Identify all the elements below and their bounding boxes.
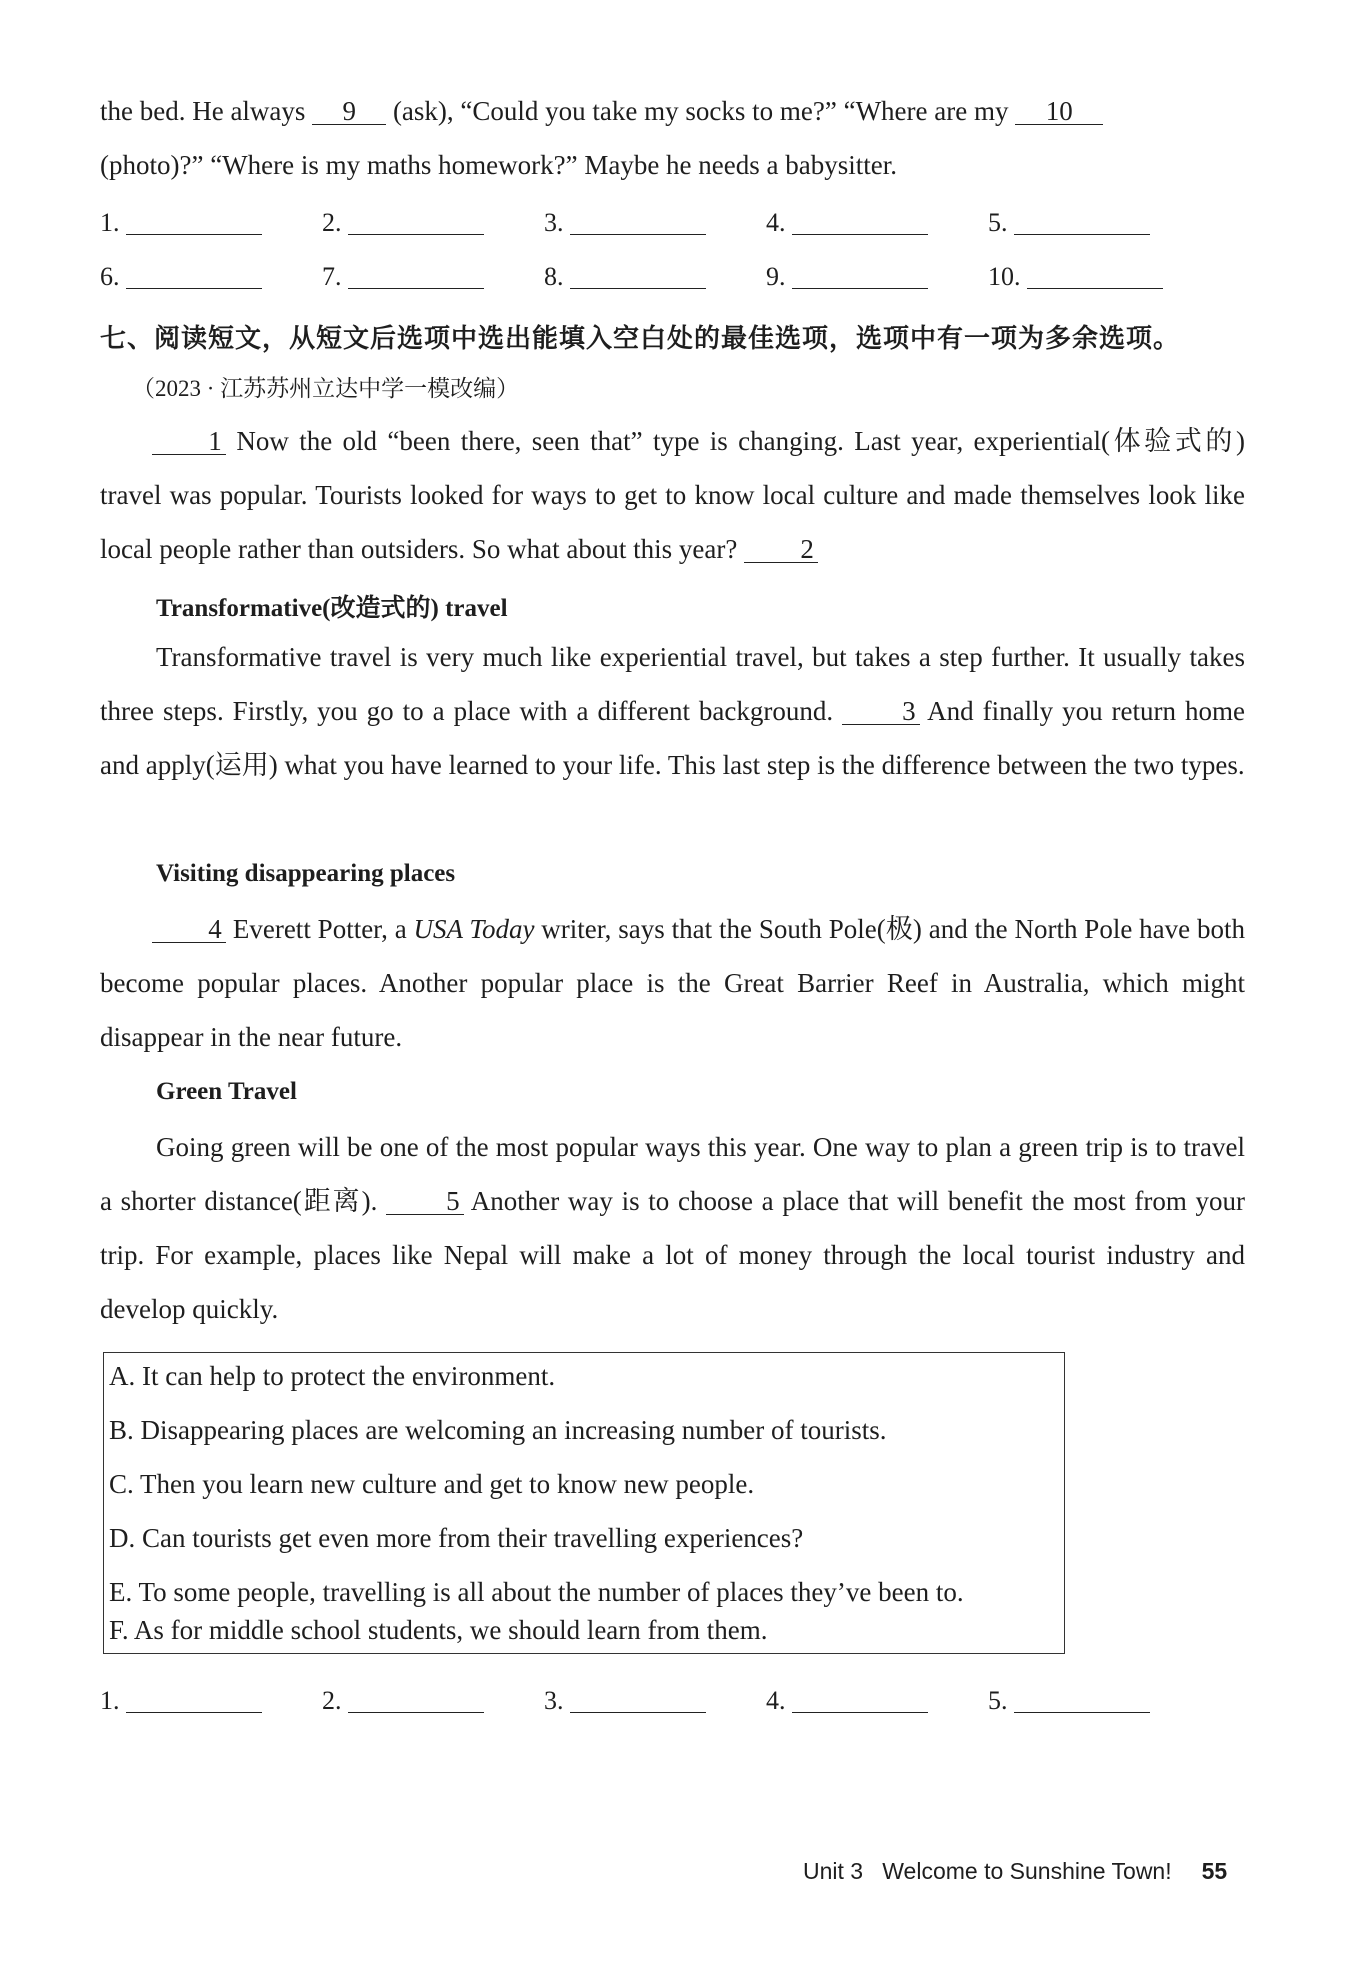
blank-5: 5 [386,1188,464,1215]
answer-number: 1. [100,1686,120,1715]
answer-row [100,1686,1210,1716]
text-fragment: the bed. He always [100,96,306,126]
answer-number: 2. [322,1686,342,1715]
answer-line [792,288,928,289]
answer-line [126,234,262,235]
paragraph-4 [100,1120,1245,1336]
paragraph-text: Everett Potter, a [232,914,407,944]
paragraph-1 [100,414,1245,576]
text-line: (photo)?” “Where is my maths homework?” Maybe he needs a babysitter. [100,150,897,180]
blank-9: 9 [312,98,386,125]
paragraph-3 [100,902,1245,1064]
subheading-transformative: Transformative(改造式的) travel [156,595,508,622]
answer-slot[interactable] [544,262,766,292]
section-heading: 七、阅读短文，从短文后选项中选出能填入空白处的最佳选项，选项中有一项为多余选项。 [100,324,1181,354]
answer-line [792,234,928,235]
answer-slot[interactable] [988,262,1210,292]
publication-name: USA Today [413,914,535,944]
answer-line [126,288,262,289]
answer-slot[interactable] [988,1686,1210,1716]
option-f: F. As for middle school students, we should learn from them. [109,1615,768,1645]
blank-3: 3 [842,698,920,725]
answer-line [348,1712,484,1713]
answer-number: 3. [544,1686,564,1715]
paragraph-text: Another way is to choose a place that will benefit the most from your trip. For example, places like Nepal will make a lot of money through the local tourist industry and develop quickly. [100,1186,1246,1324]
answer-number: 4. [766,208,786,237]
answer-number: 5. [988,1686,1008,1715]
answer-line [1027,288,1163,289]
answer-line [126,1712,262,1713]
answer-slot[interactable] [766,262,988,292]
answer-slot[interactable] [100,1686,322,1716]
answer-line [570,1712,706,1713]
subheading-green: Green Travel [156,1078,297,1105]
answer-line [1014,234,1150,235]
answer-number: 10. [988,262,1021,291]
text-line [100,96,1245,127]
answer-line [1014,1712,1150,1713]
answer-row [100,262,1210,292]
paragraph-text: Going green will be one of the most popular ways this year. One way to plan a green trip is to travel a shorter distance(距离). [100,1132,1245,1216]
options-box [103,1352,1065,1654]
blank-2: 2 [744,536,818,563]
paragraph-text: Transformative travel is very much like experiential travel, but takes a step further. It usually takes three steps. Firstly, you go to a place with a different background. [100,642,1245,726]
blank-1: 1 [152,428,226,455]
answer-slot[interactable] [988,208,1210,238]
blank-10: 10 [1015,98,1103,125]
answer-number: 5. [988,208,1008,237]
answer-line [348,288,484,289]
paragraph-2 [100,630,1245,792]
answer-slot[interactable] [100,208,322,238]
answer-number: 8. [544,262,564,291]
subheading-disappearing: Visiting disappearing places [156,860,456,887]
page-number: 55 [1201,1858,1228,1884]
answer-slot[interactable] [544,208,766,238]
option-b: B. Disappearing places are welcoming an increasing number of tourists. [109,1415,887,1445]
option-e: E. To some people, travelling is all about the number of places they’ve been to. [109,1577,964,1607]
answer-line [792,1712,928,1713]
answer-number: 6. [100,262,120,291]
option-a: A. It can help to protect the environment. [109,1361,556,1391]
answer-slot[interactable] [544,1686,766,1716]
page-footer [803,1858,1227,1885]
text-fragment: (ask), “Could you take my socks to me?” “Where are my [392,96,1009,126]
answer-slot[interactable] [100,262,322,292]
answer-slot[interactable] [766,1686,988,1716]
answer-number: 1. [100,208,120,237]
paragraph-text: And finally you return home and apply(运用) what you have learned to your life. This last step is the difference between the two types. [100,696,1245,780]
option-c: C. Then you learn new culture and get to know new people. [109,1469,755,1499]
answer-slot[interactable] [322,208,544,238]
option-d: D. Can tourists get even more from their travelling experiences? [109,1523,804,1553]
answer-slot[interactable] [766,208,988,238]
answer-line [570,234,706,235]
answer-number: 4. [766,1686,786,1715]
answer-number: 2. [322,208,342,237]
answer-number: 9. [766,262,786,291]
answer-number: 7. [322,262,342,291]
paragraph-text: Now the old “been there, seen that” type is changing. Last year, experiential(体验式的) travel was popular. Tourists looked for ways to get to know local culture and made themselves look like local people rather than outsiders. So what about this year? [100,426,1245,564]
answer-number: 3. [544,208,564,237]
answer-row [100,208,1210,238]
answer-line [348,234,484,235]
blank-4: 4 [152,916,226,943]
answer-slot[interactable] [322,1686,544,1716]
answer-line [570,288,706,289]
answer-slot[interactable] [322,262,544,292]
paragraph-text: writer, says that the South Pole(极) and the North Pole have both become popular places. Another popular place is the Great Barrier Reef in Australia, which might disappear in the near future. [100,914,1245,1052]
unit-title: Unit 3 Welcome to Sunshine Town! [803,1858,1172,1884]
source-note: （2023 · 江苏苏州立达中学一模改编） [132,376,520,401]
